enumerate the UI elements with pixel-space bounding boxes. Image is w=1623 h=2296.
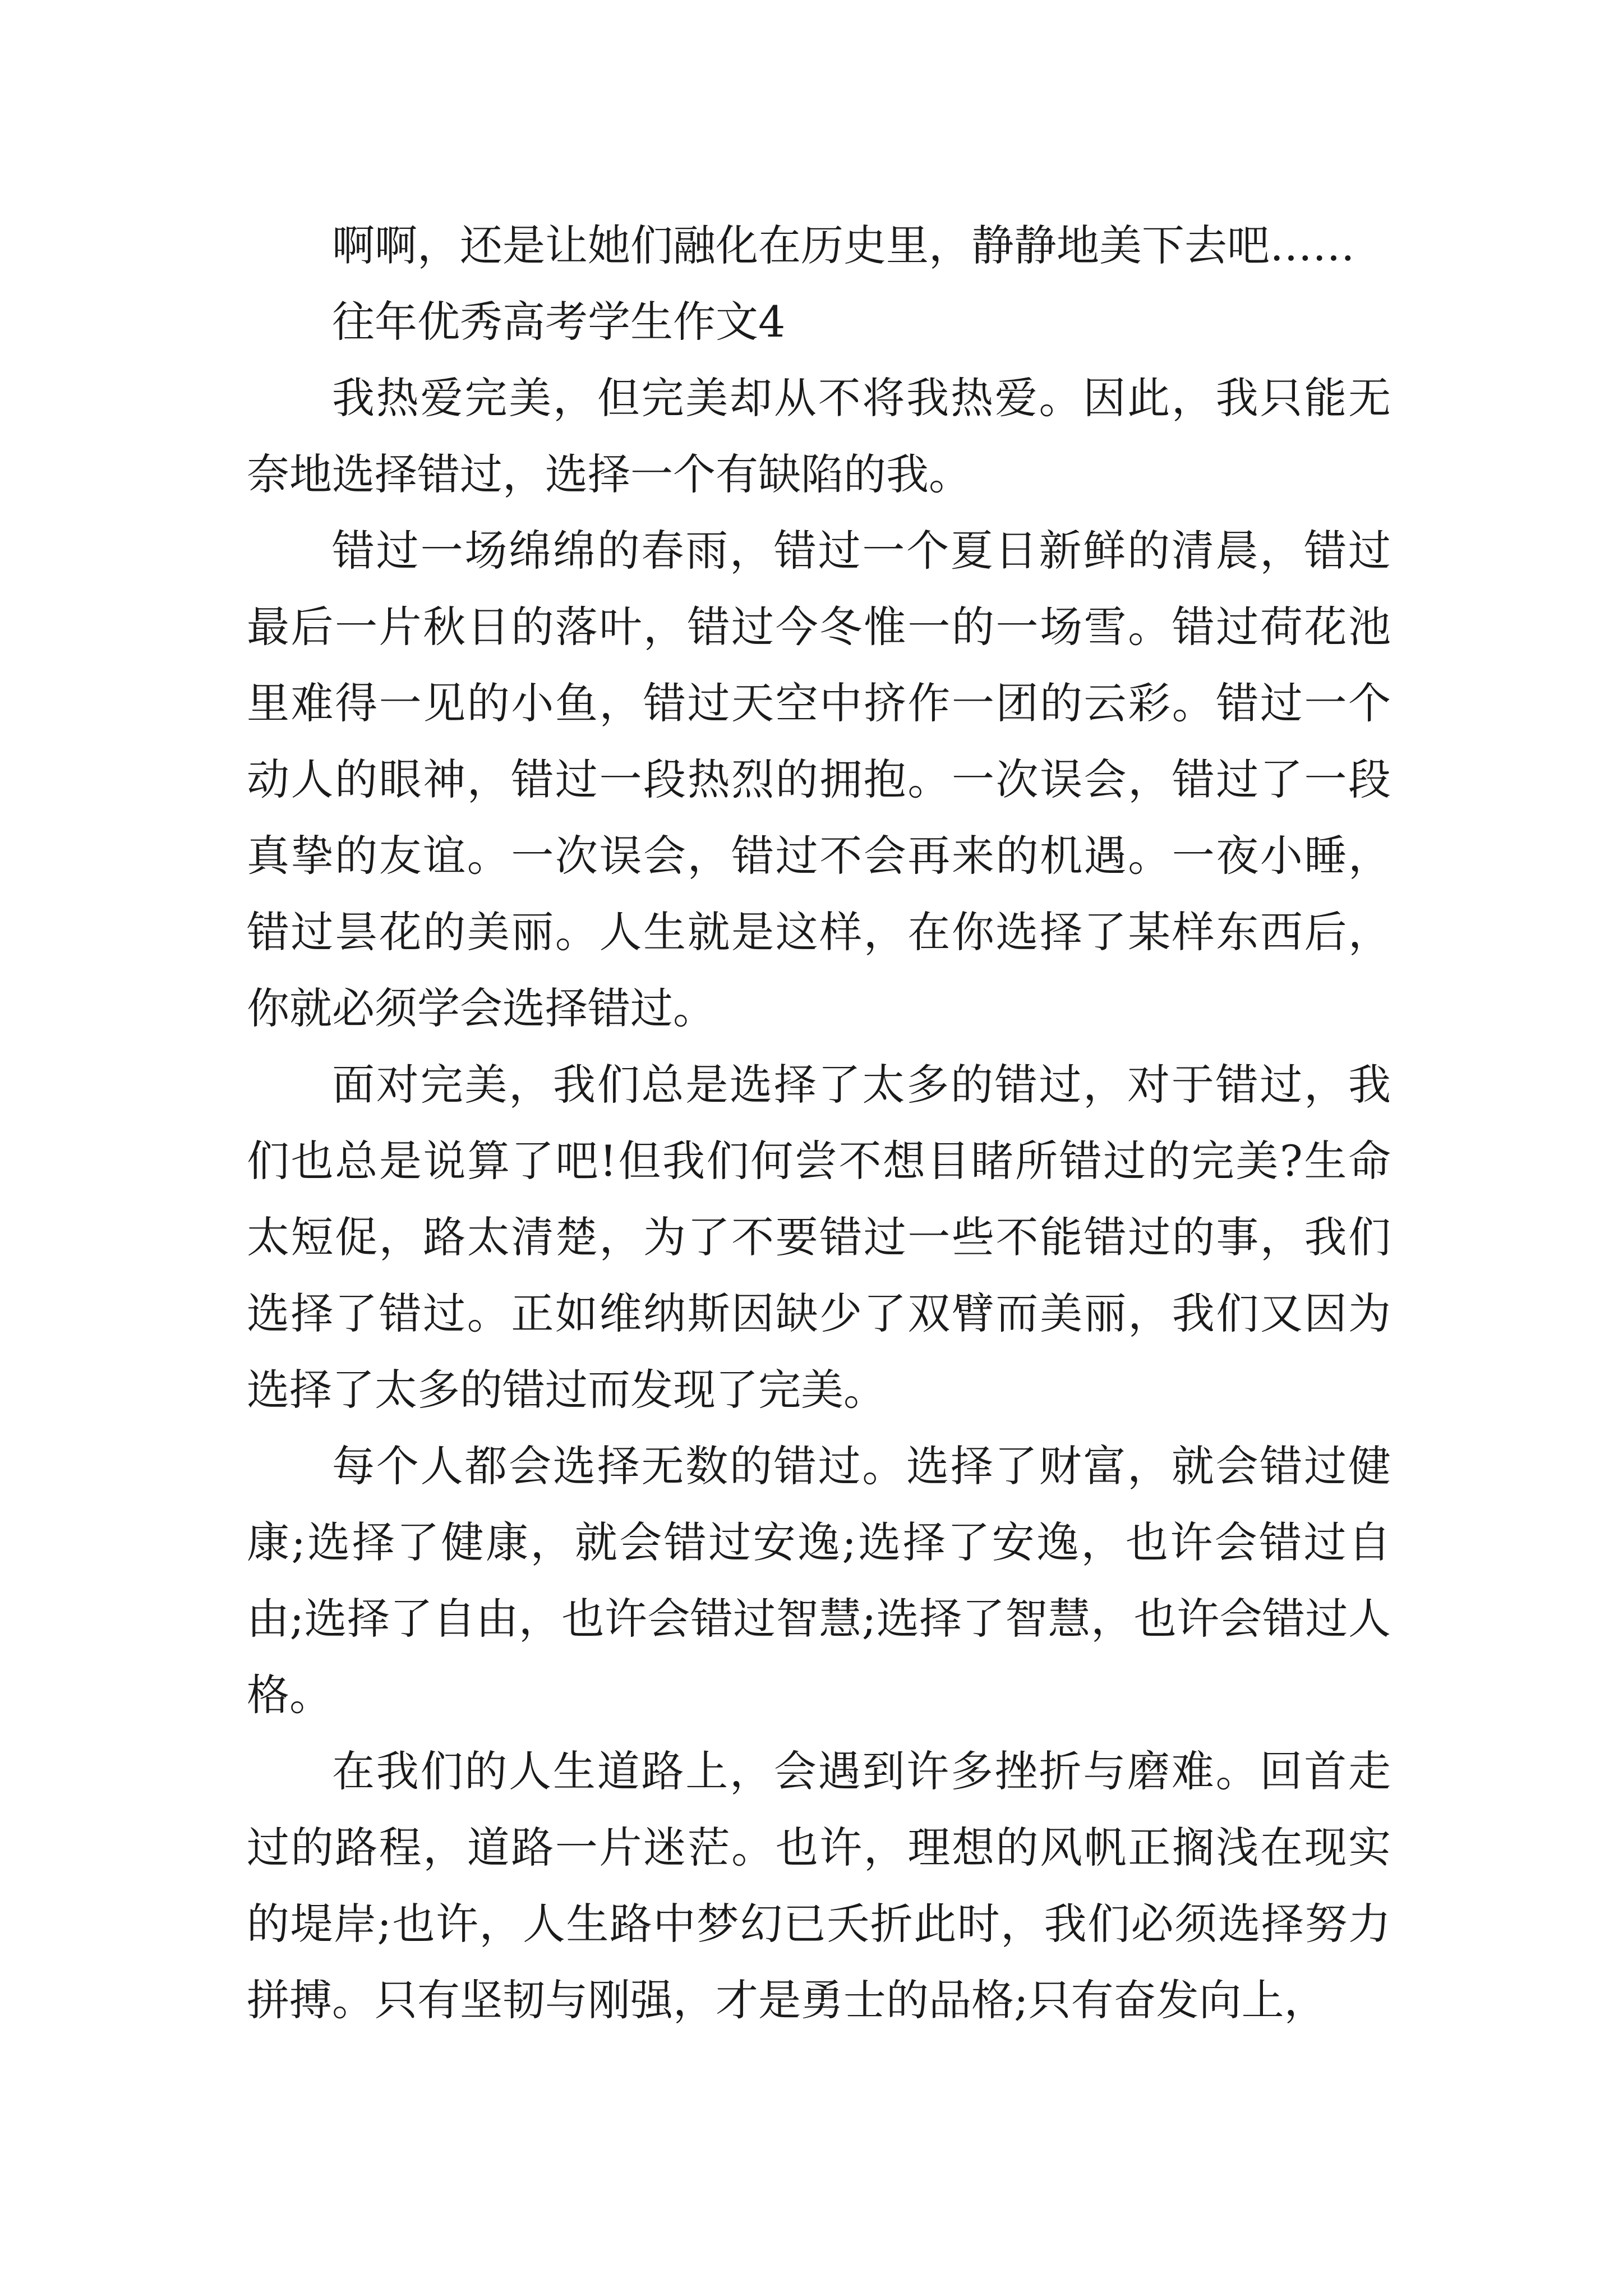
paragraph-5: 每个人都会选择无数的错过。选择了财富，就会错过健康;选择了健康，就会错过安逸;选择了安逸，也许会错过自由;选择了自由，也许会错过智慧;选择了智慧，也许会错过人格。 xyxy=(247,1441,1391,1720)
essay-heading: 往年优秀高考学生作文4 xyxy=(332,297,786,347)
paragraph-4: 面对完美，我们总是选择了太多的错过，对于错过，我们也总是说算了吧!但我们何尝不想目睹所错过的完美?生命太短促，路太清楚，为了不要错过一些不能错过的事，我们选择了错过。正如维纳斯因缺少了双臂而美丽，我们又因为选择了太多的错过而发现了完美。 xyxy=(247,1060,1391,1415)
paragraph-3: 错过一场绵绵的春雨，错过一个夏日新鲜的清晨，错过最后一片秋日的落叶，错过今冬惟一的一场雪。错过荷花池里难得一见的小鱼，错过天空中挤作一团的云彩。错过一个动人的眼神，错过一段热烈的拥抱。一次误会，错过了一段真挚的友谊。一次误会，错过不会再来的机遇。一夜小睡，错过昙花的美丽。人生就是这样，在你选择了某样东西后，你就必须学会选择错过。 xyxy=(247,526,1391,1033)
document-body xyxy=(247,208,1391,2039)
paragraph-2: 我热爱完美，但完美却从不将我热爱。因此，我只能无奈地选择错过，选择一个有缺陷的我。 xyxy=(247,373,1391,499)
paragraph-1: 啊啊，还是让她们融化在历史里，静静地美下去吧…… xyxy=(332,220,1355,270)
paragraph-6: 在我们的人生道路上，会遇到许多挫折与磨难。回首走过的路程，道路一片迷茫。也许，理想的风帆正搁浅在现实的堤岸;也许，人生路中梦幻已夭折此时，我们必须选择努力拼搏。只有坚韧与刚强，才是勇士的品格;只有奋发向上， xyxy=(247,1746,1391,2025)
